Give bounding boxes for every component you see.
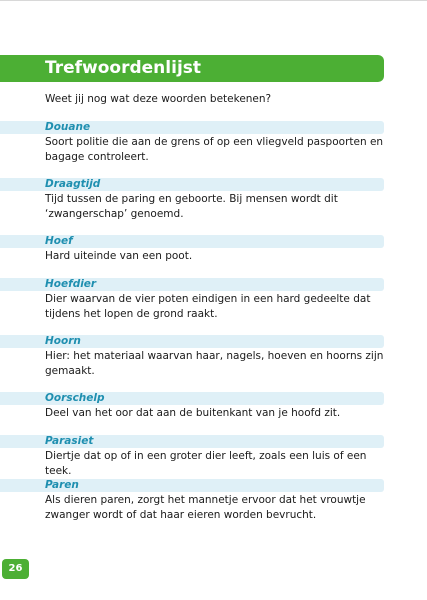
glossary-entry-oorschelp	[0, 392, 384, 421]
glossary-entry-douane	[0, 121, 384, 165]
top-divider	[0, 0, 427, 1]
glossary-entry-hoef	[0, 235, 384, 264]
definition: Deel van het oor dat aan de buitenkant van je hoofd zit.	[45, 407, 341, 419]
glossary-entry-parasiet	[0, 435, 384, 479]
definition: Als dieren paren, zorgt het mannetje ervoor dat het vrouwtje zwanger wordt of dat haar eieren worden bevrucht.	[45, 494, 366, 521]
definition: Hier: het materiaal waarvan haar, nagels, hoeven en hoorns zijn gemaakt.	[45, 350, 384, 377]
term: Hoefdier	[45, 278, 97, 290]
term: Parasiet	[45, 435, 94, 447]
page-title: Trefwoordenlijst	[45, 58, 202, 78]
term-bar	[0, 479, 384, 492]
term: Draagtijd	[45, 178, 101, 190]
title-banner	[0, 55, 384, 82]
term: Hoef	[45, 235, 73, 247]
term: Paren	[45, 479, 79, 491]
glossary-entry-paren	[0, 479, 384, 523]
term-bar	[0, 435, 384, 448]
term-bar	[0, 335, 384, 348]
glossary-entry-hoefdier	[0, 278, 384, 322]
definition: Tijd tussen de paring en geboorte. Bij mensen wordt dit ‘zwangerschap’ genoemd.	[45, 193, 338, 220]
page-number: 26	[2, 559, 29, 579]
term-bar	[0, 121, 384, 134]
glossary-entry-draagtijd	[0, 178, 384, 222]
term-bar	[0, 392, 384, 405]
term-bar	[0, 235, 384, 248]
definition: Soort politie die aan de grens of op een vliegveld paspoorten en bagage controleert.	[45, 136, 384, 163]
term: Oorschelp	[45, 392, 105, 404]
term-bar	[0, 178, 384, 191]
glossary-entry-hoorn	[0, 335, 384, 379]
definition: Hard uiteinde van een poot.	[45, 250, 193, 262]
term-bar	[0, 278, 384, 291]
intro-text: Weet jij nog wat deze woorden betekenen?	[45, 93, 272, 105]
definition: Diertje dat op of in een groter dier leeft, zoals een luis of een teek.	[45, 450, 367, 477]
term: Hoorn	[45, 335, 81, 347]
term: Douane	[45, 121, 91, 133]
definition: Dier waarvan de vier poten eindigen in een hard gedeelte dat tijdens het lopen de grond raakt.	[45, 293, 371, 320]
